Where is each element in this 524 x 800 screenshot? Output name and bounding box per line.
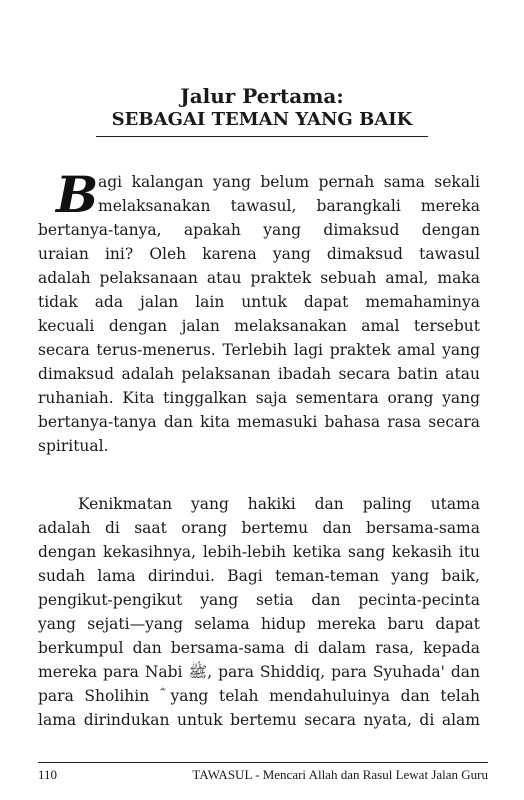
p1-line: uraian ini? Oleh karena yang dimaksud tawasul [38,245,480,263]
page-number: 110 [38,767,58,782]
p1-line: secara terus-menerus. Terlebih lagi praktek amal yang [38,341,480,359]
p2-line: adalah di saat orang bertemu dan bersama-sama [38,519,480,537]
p2-line: sudah lama dirindui. Bagi teman-teman yang baik, [38,567,480,585]
title-underline [96,136,428,137]
chapter-heading [0,84,524,132]
p1-line: adalah pelaksanaan atau praktek sebuah amal, maka [38,269,480,287]
p2-line: berkumpul dan bersama-sama di dalam rasa, kepada [38,639,480,657]
p2-line: pengikut-pengikut yang setia dan pecinta-pecinta [38,591,480,609]
p1-line: bertanya-tanya dan kita memasuki bahasa rasa secara [38,413,480,431]
p1-line: tidak ada jalan lain untuk dapat memahaminya [38,293,480,311]
footer-rule [38,762,488,763]
p2-line: lama dirindukan untuk bertemu secara nyata, di alam [38,711,480,729]
running-title: TAWASUL - Mencari Allah dan Rasul Lewat Jalan Guru [192,767,488,782]
p1-line: agi kalangan yang belum pernah sama sekali [98,173,480,191]
drop-cap: B [56,165,99,224]
p1-line: spiritual. [38,437,109,455]
chapter-subtitle: SEBAGAI TEMAN YANG BAIK [111,109,413,130]
p1-line: ruhaniah. Kita tinggalkan saja sementara orang yang [38,389,480,407]
p1-line: melaksanakan tawasul, barangkali mereka [98,197,480,215]
p2-line: yang sejati—yang selama hidup mereka baru dapat [38,615,480,633]
chapter-title: Jalur Pertama: [180,84,344,108]
p2-line: dengan kekasihnya, lebih-lebih ketika sang kekasih itu [38,543,480,561]
p2-line: Kenikmatan yang hakiki dan paling utama [78,495,480,513]
p1-line: dimaksud adalah pelaksanan ibadah secara batin atau [38,365,480,383]
p1-line: kecuali dengan jalan melaksanakan amal tersebut [38,317,480,335]
p2-line: para Sholihin ؓ yang telah mendahuluinya dan telah [38,687,480,705]
p2-line: mereka para Nabi ﷺ, para Shiddiq, para Syuhada' dan [38,663,480,681]
p1-line: bertanya-tanya, apakah yang dimaksud dengan [38,221,480,239]
